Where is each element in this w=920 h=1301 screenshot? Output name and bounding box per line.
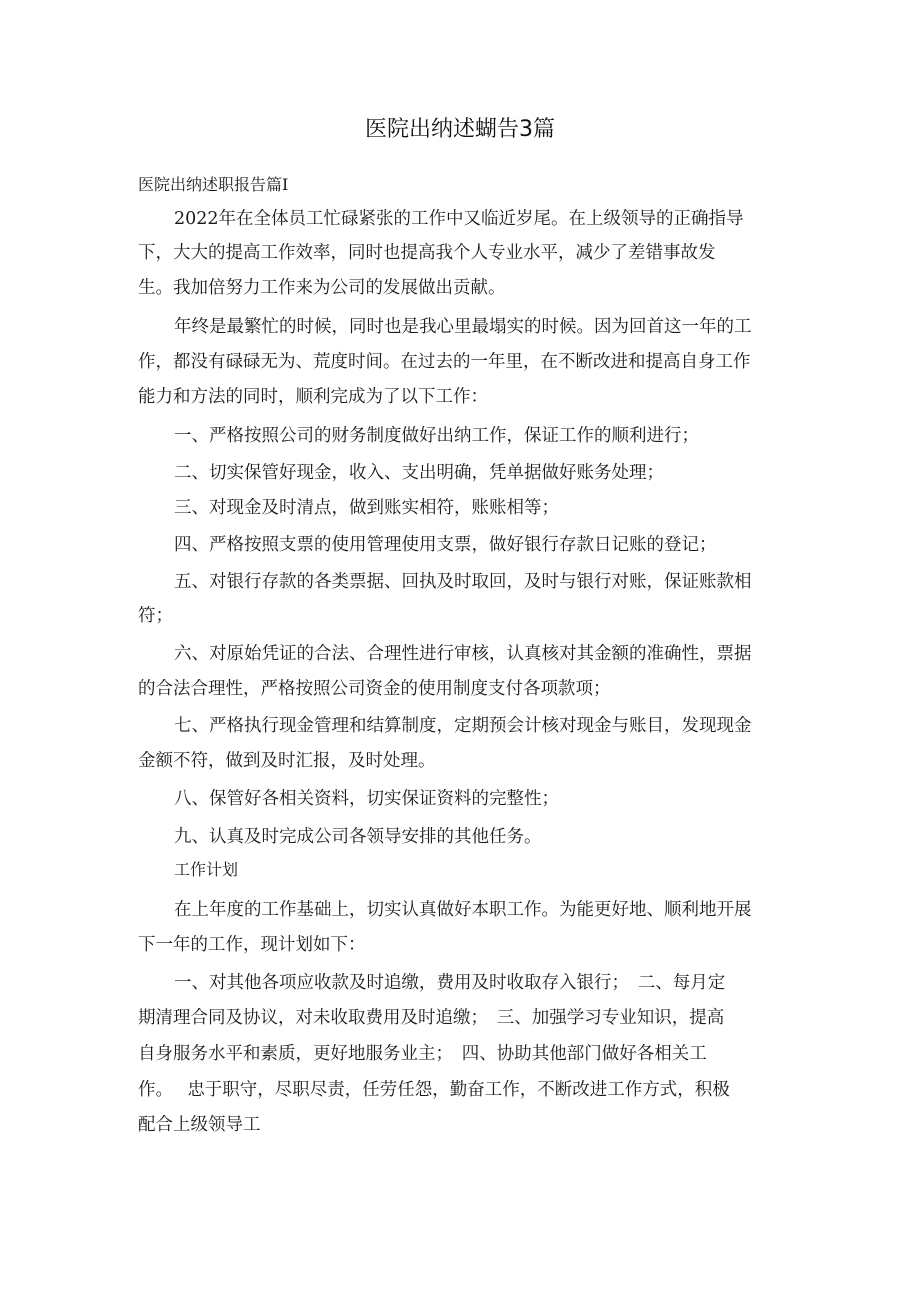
paragraph-line: 年终是最繁忙的时候，同时也是我心里最塌实的时候。因为回首这一年的工 xyxy=(174,317,752,337)
paragraph-line: 作，都没有碌碌无为、荒度时间。在过去的一年里，在不断改进和提高自身工作 xyxy=(138,352,751,372)
paragraph-line: 期清理合同及协议，对未收取费用及时追缴； 三、加强学习专业知识，提高 xyxy=(138,1008,725,1028)
list-item: 六、对原始凭证的合法、合理性进行审核，认真核对其金额的准确性，票据 xyxy=(174,644,752,664)
paragraph-line: 下一年的工作，现计划如下： xyxy=(138,935,366,955)
paragraph-line: 一、对其他各项应收款及时追缴，费用及时收取存入银行； 二、每月定 xyxy=(174,973,726,993)
paragraph-line: 作。 忠于职守，尽职尽责，任劳任怨，勤奋工作，不断改进工作方式，积极 xyxy=(138,1080,730,1100)
paragraph-line: 2022年在全体员工忙碌紧张的工作中又临近岁尾。在上级领导的正确指导 xyxy=(174,209,744,229)
paragraph-line: 下，大大的提高工作效率，同时也提高我个人专业水平，减少了差错事故发 xyxy=(138,243,716,263)
paragraph-line: 在上年度的工作基础上，切实认真做好本职工作。为能更好地、顺利地开展 xyxy=(174,900,752,920)
list-item: 五、对银行存款的各类票据、回执及时取回，及时与银行对账，保证账款相 xyxy=(174,572,752,592)
list-item: 三、对现金及时清点，做到账实相符，账账相等； xyxy=(174,498,559,518)
document-title: 医院出纳述蝴告3篇 xyxy=(365,117,555,142)
list-item: 八、保管好各相关资料，切实保证资料的完整性； xyxy=(174,789,559,809)
list-item: 九、认真及时完成公司各领导安排的其他任务。 xyxy=(174,827,542,847)
document-subtitle: 医院出纳述职报告篇I xyxy=(138,175,289,194)
list-item: 一、严格按照公司的财务制度做好出纳工作，保证工作的顺利进行； xyxy=(174,426,699,446)
paragraph-line: 配合上级领导工 xyxy=(138,1115,261,1135)
paragraph-line: 能力和方法的同时，顺利完成为了以下工作： xyxy=(138,387,488,407)
list-item-continued: 符； xyxy=(138,606,173,626)
list-item: 七、严格执行现金管理和结算制度，定期预会计核对现金与账目，发现现金 xyxy=(174,716,752,736)
list-item: 四、严格按照支票的使用管理使用支票，做好银行存款日记账的登记； xyxy=(174,535,717,555)
list-item: 二、切实保管好现金，收入、支出明确，凭单据做好账务处理； xyxy=(174,463,664,483)
list-item-continued: 金额不符，做到及时汇报，及时处理。 xyxy=(138,751,436,771)
paragraph-line: 生。我加倍努力工作来为公司的发展做出贡献。 xyxy=(138,278,506,298)
section-heading: 工作计划 xyxy=(174,860,239,879)
paragraph-line: 自身服务水平和素质，更好地服务业主； 四、协助其他部门做好各相关工 xyxy=(138,1044,707,1064)
list-item-continued: 的合法合理性，严格按照公司资金的使用制度支付各项款项； xyxy=(138,679,611,699)
